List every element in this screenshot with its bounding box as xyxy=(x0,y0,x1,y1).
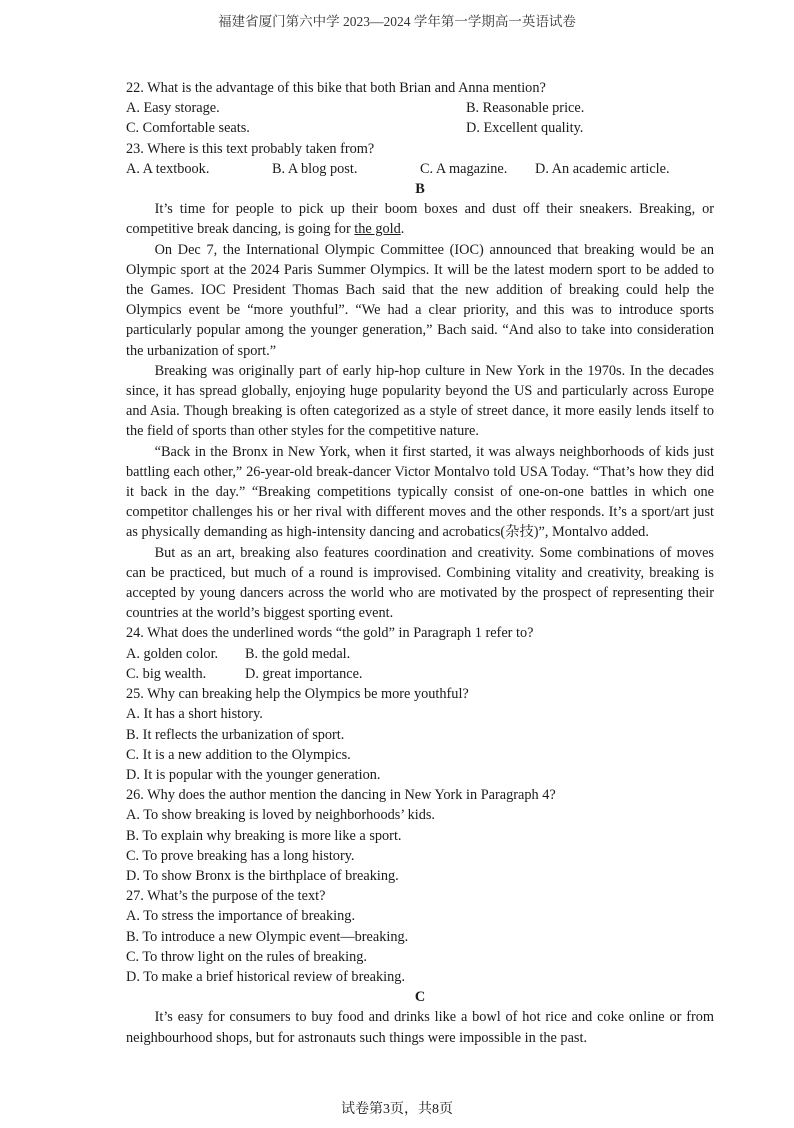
option-d: D. Excellent quality. xyxy=(466,120,584,137)
passage-b-paragraph-1 xyxy=(126,199,714,239)
underlined-phrase: the gold xyxy=(354,221,401,238)
option-a: A. golden color. xyxy=(126,645,219,662)
page-footer: 试卷第3页，共8页 xyxy=(341,1102,453,1117)
question-22-options xyxy=(126,118,714,138)
option-c: C. big wealth. xyxy=(126,665,207,682)
passage-c-paragraph-1: It’s easy for consumers to buy food and drinks like a bowl of hot rice and coke online or from neighbourhood shops, but for astronauts such things were impossible in the past. xyxy=(126,1009,714,1046)
option-b: B. A blog post. xyxy=(272,160,358,177)
question-27-stem: 27. What’s the purpose of the text? xyxy=(126,888,326,905)
paragraph-text: It’s time for people to pick up their boom boxes and dust off their sneakers. Breaking, or competitive break dancing, is going for xyxy=(126,201,714,238)
option-c: C. Comfortable seats. xyxy=(126,120,250,137)
option-b: B. To explain why breaking is more like a sport. xyxy=(126,827,402,844)
passage-b-paragraph-2: On Dec 7, the International Olympic Committee (IOC) announced that breaking would be an Olympic sport at the 2024 Paris Summer Olympics. It will be the latest modern sport to be added to the Games. IOC President Thomas Bach said that the new addition of breaking could help the Olympics event be “more youthful”. “We had a clear priority, and this was to introduce sports particularly popular among the younger generation,” Bach said. “And also to take into consideration the urbanization of sport.” xyxy=(126,241,714,359)
option-a: A. Easy storage. xyxy=(126,100,220,117)
option-d: D. great importance. xyxy=(245,665,363,682)
section-b-heading: B xyxy=(415,181,425,198)
option-c: C. A magazine. xyxy=(420,160,508,177)
option-c: C. To prove breaking has a long history. xyxy=(126,847,355,864)
question-22-options xyxy=(126,98,714,118)
option-b: B. the gold medal. xyxy=(245,645,351,662)
passage-b-paragraph-5: But as an art, breaking also features coordination and creativity. Some combinations of moves can be practiced, but much of a round is improvised. Combining vitality and creativity, breaking is accepted by young dancers across the world who are motivated by the prospect of representing their countries at the world’s biggest sporting event. xyxy=(126,544,714,622)
question-26-stem: 26. Why does the author mention the dancing in New York in Paragraph 4? xyxy=(126,787,556,804)
question-24-stem: 24. What does the underlined words “the gold” in Paragraph 1 refer to? xyxy=(126,625,534,642)
passage-b-paragraph-4: “Back in the Bronx in New York, when it first started, it was always neighborhoods of kids just battling each other,” 26-year-old break-dancer Victor Montalvo told USA Today. “That’s how they did it back in the day.” “Breaking competitions typically consist of one-on-one battles in which one competitor challenges his or her rival with different moves and the other responds. It’s a sport/art just as physically demanding as high-intensity dancing and acrobatics(杂技)”, Montalvo added. xyxy=(126,443,714,541)
option-c: C. It is a new addition to the Olympics. xyxy=(126,746,351,763)
section-c-heading: C xyxy=(414,989,426,1006)
option-d: D. An academic article. xyxy=(535,160,670,177)
paragraph-text: . xyxy=(400,221,405,238)
option-b: B. It reflects the urbanization of sport. xyxy=(126,726,345,743)
question-23-options xyxy=(126,159,714,179)
option-d: D. It is popular with the younger generation. xyxy=(126,766,381,783)
passage-b-paragraph-3: Breaking was originally part of early hip-hop culture in New York in the 1970s. In the decades since, it has spread globally, enjoying huge popularity beyond the US and particularly across Europe and Asia. Though breaking is often categorized as a style of street dance, it more easily lends itself to the field of sports than other styles for the competitive nature. xyxy=(126,362,714,440)
option-c: C. To throw light on the rules of breaking. xyxy=(126,948,367,965)
option-a: A. To stress the importance of breaking. xyxy=(126,908,356,925)
exam-content xyxy=(126,78,714,1048)
question-24-options xyxy=(126,664,714,684)
question-23-stem: 23. Where is this text probably taken from? xyxy=(126,140,375,157)
option-a: A. To show breaking is loved by neighborhoods’ kids. xyxy=(126,807,436,824)
option-a: A. A textbook. xyxy=(126,160,210,177)
question-24-options xyxy=(126,644,714,664)
option-d: D. To make a brief historical review of breaking. xyxy=(126,968,406,985)
option-b: B. To introduce a new Olympic event—breaking. xyxy=(126,928,409,945)
option-a: A. It has a short history. xyxy=(126,706,263,723)
question-22-stem: 22. What is the advantage of this bike that both Brian and Anna mention? xyxy=(126,80,546,96)
page-header: 福建省厦门第六中学 2023—2024 学年第一学期高一英语试卷 xyxy=(218,14,576,29)
question-25-stem: 25. Why can breaking help the Olympics be more youthful? xyxy=(126,686,469,703)
option-d: D. To show Bronx is the birthplace of breaking. xyxy=(126,867,399,884)
option-b: B. Reasonable price. xyxy=(466,100,585,117)
